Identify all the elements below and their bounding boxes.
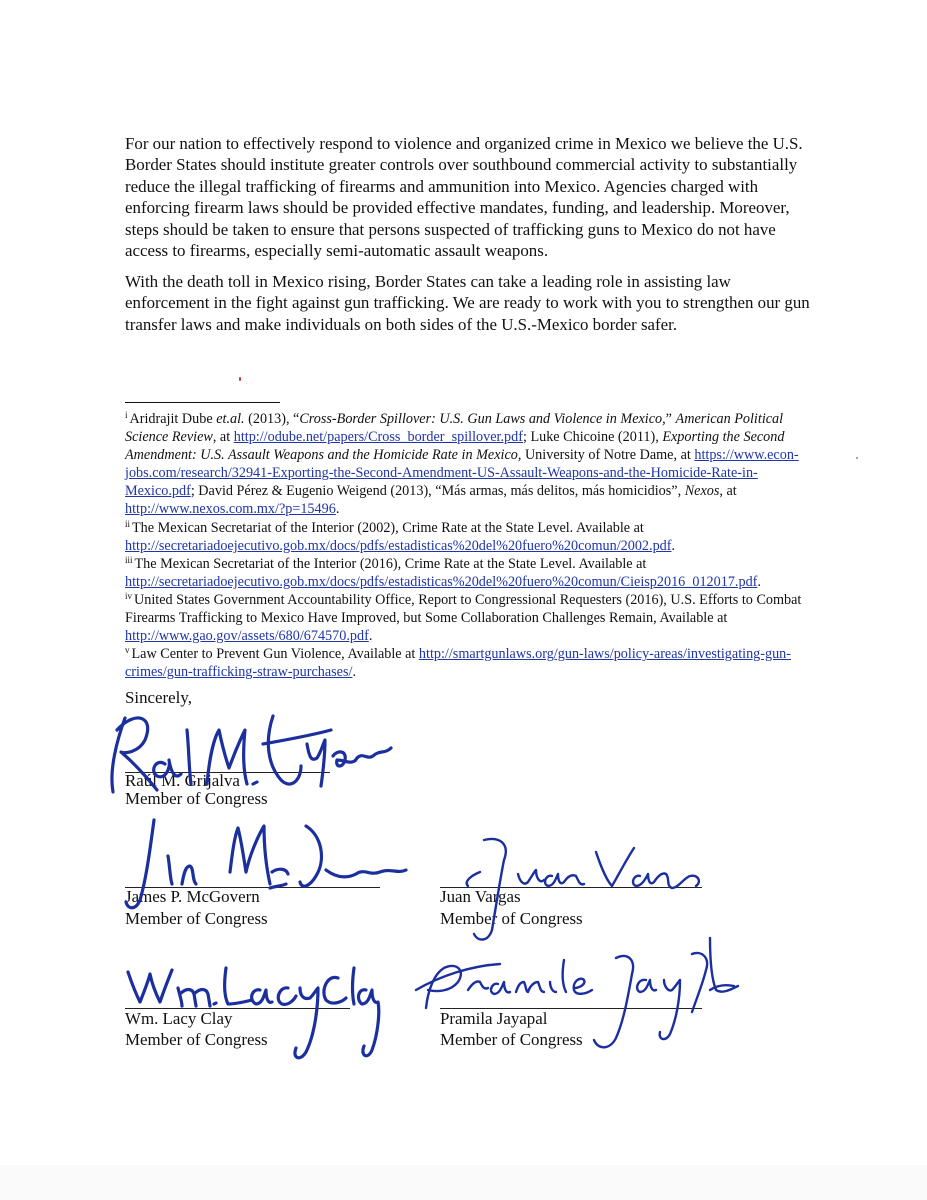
signatory-title: Member of Congress (125, 1030, 268, 1049)
signatory-name: James P. McGovern (125, 887, 260, 906)
footnote-link[interactable]: http://secretariadoejecutivo.gob.mx/docs/pdfs/estadisticas%20del%20fuero%20comun/Cieisp2016_012017.pdf (125, 573, 758, 590)
closing: Sincerely, (125, 688, 192, 707)
signature-mcgovern (120, 810, 410, 920)
signatory-name: Wm. Lacy Clay (125, 1009, 233, 1028)
footnote-3 (125, 555, 815, 591)
footnote-text: ; David Pérez & Eugenio Weigend (2013), “Más armas, más delitos, más homicidios”, (190, 483, 685, 500)
footnote-link[interactable]: http://secretariadoejecutivo.gob.mx/docs/pdfs/estadisticas%20del%20fuero%20comun/2002.pdf (125, 537, 672, 554)
footnote-text: . (671, 537, 676, 554)
footnote-link[interactable]: http://odube.net/papers/Cross_border_spillover.pdf (233, 429, 523, 446)
body-paragraph-2: With the death toll in Mexico rising, Border States can take a leading role in assisting law enforcement in the fight against gun trafficking. We are ready to work with you to strengthen our gun transfer laws and make individuals on both sides of the U.S.-Mexico border safer. (125, 272, 810, 334)
footnote-text: . (757, 573, 761, 590)
signature-clay (120, 960, 390, 1070)
footnote-text: (2013), “ (244, 411, 300, 427)
signature-jayapal (410, 930, 745, 1055)
footnote-text: The Mexican Secretariat of the Interior (2002), Crime Rate at the State Level. Available at (132, 519, 644, 536)
footnote-2 (125, 519, 815, 555)
signatory-title: Member of Congress (125, 789, 268, 808)
footnote-text: ” (665, 411, 676, 427)
footnote-text: . (352, 664, 356, 681)
footnote-text: Cross-Border Spillover: U.S. Gun Laws and Violence in Mexico, (299, 411, 666, 427)
stray-scan-speck (856, 457, 858, 459)
signature-grijalva (95, 700, 395, 810)
footnote-marker: i (125, 410, 128, 420)
footnote-text: . (368, 628, 373, 645)
signatory-title: Member of Congress (125, 909, 268, 928)
footnote-text: Aridrajit Dube (129, 411, 217, 427)
footnote-text: . (335, 501, 340, 518)
footnote-text: ; Luke Chicoine (2011), (522, 429, 663, 446)
footnote-text: Law Center to Prevent Gun Violence, Available at (131, 646, 419, 663)
footnote-text: American Political Science Review (125, 411, 784, 446)
stray-ink-mark (239, 377, 241, 381)
footnote-1 (125, 410, 815, 519)
footnote-marker: iv (125, 590, 133, 601)
footnote-5 (125, 645, 815, 681)
footnote-text: , University of Notre Dame, at (517, 447, 695, 464)
footnote-text: Exporting the Second Amendment: U.S. Assault Weapons and the Homicide Rate in Mexico (125, 429, 785, 464)
footnote-marker: iii (125, 554, 133, 565)
footnote-marker: ii (125, 518, 131, 529)
footnotes (125, 410, 815, 681)
footnote-link[interactable]: http://www.nexos.com.mx/?p=15496 (125, 501, 336, 518)
signatory-name: Juan Vargas (440, 887, 521, 906)
footnote-link[interactable]: http://smartgunlaws.org/gun-laws/policy-areas/investigating-gun-crimes/gun-trafficking-straw-purchases/ (125, 646, 791, 681)
footnote-separator (125, 402, 280, 403)
signatory-title: Member of Congress (440, 1030, 583, 1049)
footnote-text: , at (719, 483, 737, 500)
signatory-title: Member of Congress (440, 909, 583, 928)
footnote-link[interactable]: https://www.econ-jobs.com/research/32941-Exporting-the-Second-Amendment-US-Assault-Weapons-and-the-Homicide-Rate-in-Mexico.pdf (125, 447, 799, 500)
body-paragraph-1: For our nation to effectively respond to violence and organized crime in Mexico we believe the U.S. Border States should institute greater controls over southbound commercial activity to substantially reduce the illegal trafficking of firearms and ammunition into Mexico. Agencies charged with enforcing firearm laws should be provided effective mandates, funding, and leadership. Moreover, steps should be taken to ensure that persons suspected of trafficking guns to Mexico do not have access to firearms, especially semi-automatic assault weapons. (125, 134, 803, 261)
footnote-text: et.al. (216, 411, 245, 427)
footnote-marker: v (125, 645, 130, 656)
scan-footer-area (0, 1165, 927, 1200)
footnote-text: , at (212, 429, 234, 446)
footnote-link[interactable]: http://www.gao.gov/assets/680/674570.pdf (125, 628, 369, 645)
footnote-4 (125, 591, 815, 645)
signatory-name: Pramila Jayapal (440, 1009, 548, 1028)
footnote-text: United States Government Accountability Office, Report to Congressional Requesters (2016), U.S. Efforts to Combat Firearms Trafficking to Mexico Have Improved, but Some Collaboration Challenges Remain, Available at (125, 591, 802, 627)
footnote-text: Nexos (684, 483, 720, 500)
footnote-text: The Mexican Secretariat of the Interior (2016), Crime Rate at the State Level. Available at (134, 555, 647, 572)
signatory-name: Raúl M. Grijalva (125, 771, 240, 790)
